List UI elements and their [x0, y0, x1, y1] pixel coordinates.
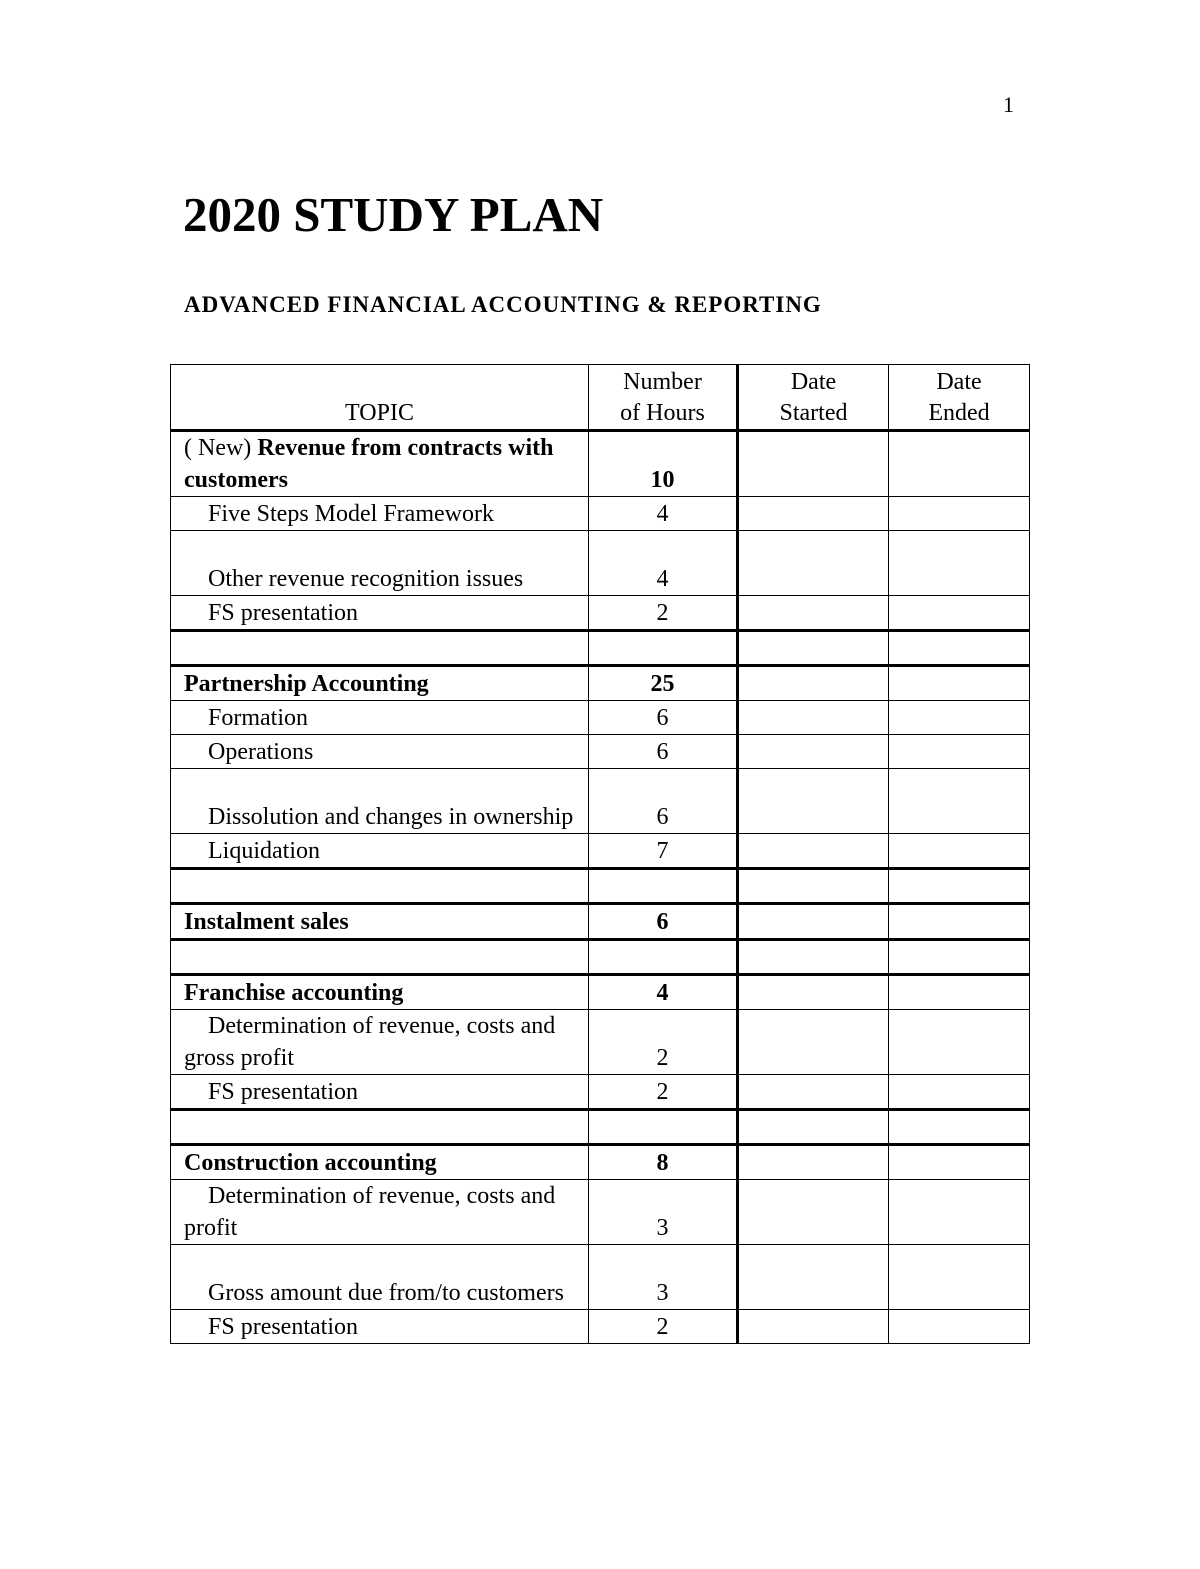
document-title: 2020 STUDY PLAN — [183, 187, 604, 242]
cell-date-started — [738, 1145, 889, 1180]
cell-date-started — [738, 940, 889, 975]
page-number: 1 — [1003, 92, 1014, 117]
cell-topic — [171, 1180, 589, 1245]
cell-hours — [589, 735, 738, 769]
cell-date-started — [738, 1180, 889, 1245]
topic-label: FS presentation — [208, 1079, 358, 1105]
table-row — [171, 596, 1030, 631]
cell-hours — [589, 1010, 738, 1075]
study-plan-table — [170, 364, 1030, 1344]
cell-date-started — [738, 666, 889, 701]
topic-label: Franchise accounting — [184, 980, 404, 1006]
cell-topic — [171, 975, 589, 1010]
cell-topic — [171, 735, 589, 769]
cell-hours — [589, 834, 738, 869]
hours-value: 25 — [650, 671, 675, 697]
table-row — [171, 1075, 1030, 1110]
hours-value: 8 — [656, 1150, 669, 1176]
cell-topic — [171, 940, 589, 975]
header-date-started: Date Started — [738, 365, 889, 431]
table-row — [171, 834, 1030, 869]
cell-date-ended — [889, 497, 1030, 531]
table-row — [171, 1110, 1030, 1145]
cell-date-started — [738, 1310, 889, 1344]
cell-date-ended — [889, 904, 1030, 940]
cell-hours — [589, 431, 738, 497]
topic-label: Five Steps Model Framework — [208, 501, 494, 527]
cell-topic — [171, 701, 589, 735]
cell-hours — [589, 1180, 738, 1245]
cell-hours — [589, 1145, 738, 1180]
cell-date-ended — [889, 769, 1030, 834]
cell-date-started — [738, 834, 889, 869]
table-row — [171, 1010, 1030, 1075]
cell-hours — [589, 869, 738, 904]
cell-date-started — [738, 1075, 889, 1110]
hours-value: 6 — [656, 739, 669, 765]
hours-value: 6 — [656, 909, 669, 935]
cell-hours — [589, 701, 738, 735]
hours-value: 4 — [656, 501, 669, 527]
cell-date-started — [738, 769, 889, 834]
cell-date-ended — [889, 834, 1030, 869]
cell-date-started — [738, 1110, 889, 1145]
cell-topic — [171, 1075, 589, 1110]
cell-date-ended — [889, 1180, 1030, 1245]
cell-hours — [589, 631, 738, 666]
cell-date-ended — [889, 596, 1030, 631]
header-date-ended: Date Ended — [889, 365, 1030, 431]
cell-date-started — [738, 596, 889, 631]
table-row — [171, 904, 1030, 940]
cell-topic — [171, 497, 589, 531]
topic-label: Determination of revenue, costs and gross profit — [184, 1013, 556, 1071]
cell-date-started — [738, 497, 889, 531]
cell-date-started — [738, 904, 889, 940]
cell-topic — [171, 666, 589, 701]
topic-label: FS presentation — [208, 1314, 358, 1340]
table-row — [171, 431, 1030, 497]
topic-label: Revenue from contracts with customers — [184, 435, 554, 493]
topic-label: Instalment sales — [184, 909, 349, 935]
table-row — [171, 531, 1030, 596]
topic-label: Other revenue recognition issues — [208, 566, 524, 592]
cell-date-started — [738, 869, 889, 904]
hours-value: 4 — [656, 980, 669, 1006]
cell-date-ended — [889, 1075, 1030, 1110]
cell-topic — [171, 431, 589, 497]
cell-topic — [171, 834, 589, 869]
topic-label: Operations — [208, 739, 314, 765]
hours-value: 3 — [656, 1215, 669, 1241]
cell-hours — [589, 1110, 738, 1145]
table-row — [171, 869, 1030, 904]
table-row — [171, 940, 1030, 975]
cell-hours — [589, 596, 738, 631]
cell-topic — [171, 531, 589, 596]
topic-label: FS presentation — [208, 600, 358, 626]
header-hours: Number of Hours — [589, 365, 738, 431]
cell-topic — [171, 904, 589, 940]
cell-date-ended — [889, 531, 1030, 596]
topic-label: Liquidation — [208, 838, 320, 864]
cell-hours — [589, 1310, 738, 1344]
cell-date-ended — [889, 431, 1030, 497]
table-row — [171, 975, 1030, 1010]
table-row — [171, 1145, 1030, 1180]
cell-date-ended — [889, 1010, 1030, 1075]
cell-date-started — [738, 1010, 889, 1075]
topic-label: Construction accounting — [184, 1150, 437, 1176]
topic-label: Determination of revenue, costs and profit — [184, 1183, 556, 1241]
cell-hours — [589, 769, 738, 834]
document-subtitle: ADVANCED FINANCIAL ACCOUNTING & REPORTING — [184, 292, 822, 317]
cell-date-started — [738, 531, 889, 596]
table-row — [171, 497, 1030, 531]
cell-topic — [171, 769, 589, 834]
cell-topic — [171, 1245, 589, 1310]
table-row — [171, 631, 1030, 666]
cell-hours — [589, 940, 738, 975]
table-row — [171, 1245, 1030, 1310]
cell-date-started — [738, 431, 889, 497]
cell-date-ended — [889, 869, 1030, 904]
table-row — [171, 1180, 1030, 1245]
table-row — [171, 666, 1030, 701]
hours-value: 2 — [656, 600, 669, 626]
table-row — [171, 735, 1030, 769]
table-body — [171, 431, 1030, 1344]
table-header-row — [171, 365, 1030, 431]
cell-date-ended — [889, 1145, 1030, 1180]
cell-topic — [171, 1110, 589, 1145]
hours-value: 10 — [650, 467, 675, 493]
cell-date-ended — [889, 1310, 1030, 1344]
cell-hours — [589, 975, 738, 1010]
header-topic: TOPIC — [171, 365, 589, 431]
cell-date-ended — [889, 1110, 1030, 1145]
cell-hours — [589, 1075, 738, 1110]
topic-label: Dissolution and changes in ownership — [208, 804, 574, 830]
cell-topic — [171, 631, 589, 666]
hours-value: 2 — [656, 1079, 669, 1105]
table-row — [171, 701, 1030, 735]
cell-hours — [589, 1245, 738, 1310]
cell-date-ended — [889, 666, 1030, 701]
cell-date-ended — [889, 1245, 1030, 1310]
topic-label: Partnership Accounting — [184, 671, 429, 697]
cell-date-ended — [889, 735, 1030, 769]
hours-value: 7 — [656, 838, 669, 864]
cell-date-started — [738, 701, 889, 735]
topic-label: Formation — [208, 705, 308, 731]
table-row — [171, 769, 1030, 834]
cell-hours — [589, 497, 738, 531]
cell-hours — [589, 666, 738, 701]
cell-topic — [171, 1310, 589, 1344]
cell-date-started — [738, 631, 889, 666]
hours-value: 6 — [656, 804, 669, 830]
cell-topic — [171, 1010, 589, 1075]
cell-topic — [171, 1145, 589, 1180]
cell-hours — [589, 531, 738, 596]
hours-value: 2 — [656, 1045, 669, 1071]
cell-date-started — [738, 735, 889, 769]
cell-date-started — [738, 1245, 889, 1310]
topic-prefix: ( New) — [184, 435, 258, 461]
table-row — [171, 1310, 1030, 1344]
cell-hours — [589, 904, 738, 940]
cell-topic — [171, 869, 589, 904]
cell-date-ended — [889, 631, 1030, 666]
hours-value: 6 — [656, 705, 669, 731]
cell-date-ended — [889, 701, 1030, 735]
topic-label: Gross amount due from/to customers — [208, 1280, 564, 1306]
hours-value: 4 — [656, 566, 669, 592]
cell-date-ended — [889, 940, 1030, 975]
cell-date-started — [738, 975, 889, 1010]
cell-topic — [171, 596, 589, 631]
cell-date-ended — [889, 975, 1030, 1010]
hours-value: 3 — [656, 1280, 669, 1306]
hours-value: 2 — [656, 1314, 669, 1340]
